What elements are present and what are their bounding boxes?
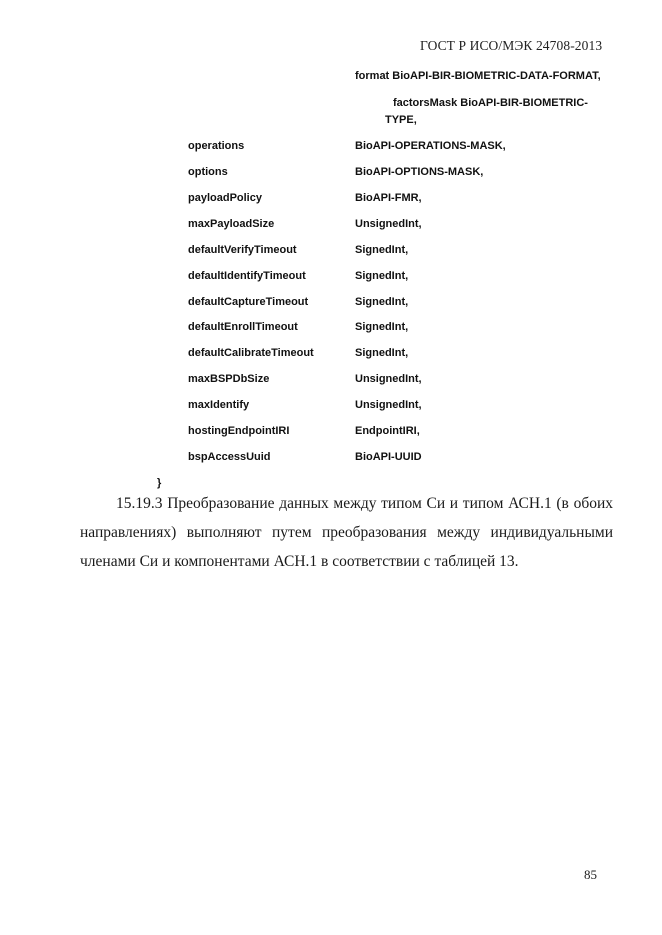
paragraph-line: 15.19.3 Преобразование данных между типом Си и типом АСН.1 (в обоих [116, 495, 613, 512]
field-name: maxPayloadSize [188, 218, 275, 230]
field-name: defaultIdentifyTimeout [188, 270, 306, 282]
field-type: SignedInt, [355, 347, 409, 359]
field-type: UnsignedInt, [355, 399, 422, 411]
field-name: operations [188, 140, 245, 152]
field-name: defaultCaptureTimeout [188, 296, 309, 308]
paragraph-line: направлениях) выполняют путем преобразования между индивидуальными [80, 524, 613, 541]
field-type: BioAPI-FMR, [355, 192, 422, 204]
field-name: hostingEndpointIRI [188, 425, 290, 437]
paragraph-line: членами Си и компонентами АСН.1 в соответствии с таблицей 13. [80, 553, 519, 570]
field-type: SignedInt, [355, 244, 409, 256]
code-line-format: format BioAPI-BIR-BIOMETRIC-DATA-FORMAT, [355, 70, 601, 82]
code-line-factors-mask: factorsMask BioAPI-BIR-BIOMETRIC- [393, 97, 588, 109]
field-type: EndpointIRI, [355, 425, 420, 437]
body-paragraph [80, 489, 613, 576]
field-type: BioAPI-UUID [355, 451, 422, 463]
field-name: defaultVerifyTimeout [188, 244, 297, 256]
field-type: SignedInt, [355, 296, 409, 308]
field-type: SignedInt, [355, 321, 409, 333]
closing-brace: } [157, 477, 162, 489]
field-name: bspAccessUuid [188, 451, 271, 463]
standard-header: ГОСТ Р ИСО/МЭК 24708-2013 [420, 38, 603, 53]
field-name: options [188, 166, 228, 178]
code-line-type: TYPE, [385, 114, 417, 126]
field-name: payloadPolicy [188, 192, 262, 204]
field-name: maxIdentify [188, 399, 250, 411]
field-type: BioAPI-OPERATIONS-MASK, [355, 140, 506, 152]
field-name: defaultCalibrateTimeout [188, 347, 314, 359]
field-name: defaultEnrollTimeout [188, 321, 298, 333]
field-type: SignedInt, [355, 270, 409, 282]
page-number: 85 [584, 867, 597, 882]
field-name: maxBSPDbSize [188, 373, 270, 385]
field-type: BioAPI-OPTIONS-MASK, [355, 166, 484, 178]
field-type: UnsignedInt, [355, 218, 422, 230]
field-type: UnsignedInt, [355, 373, 422, 385]
